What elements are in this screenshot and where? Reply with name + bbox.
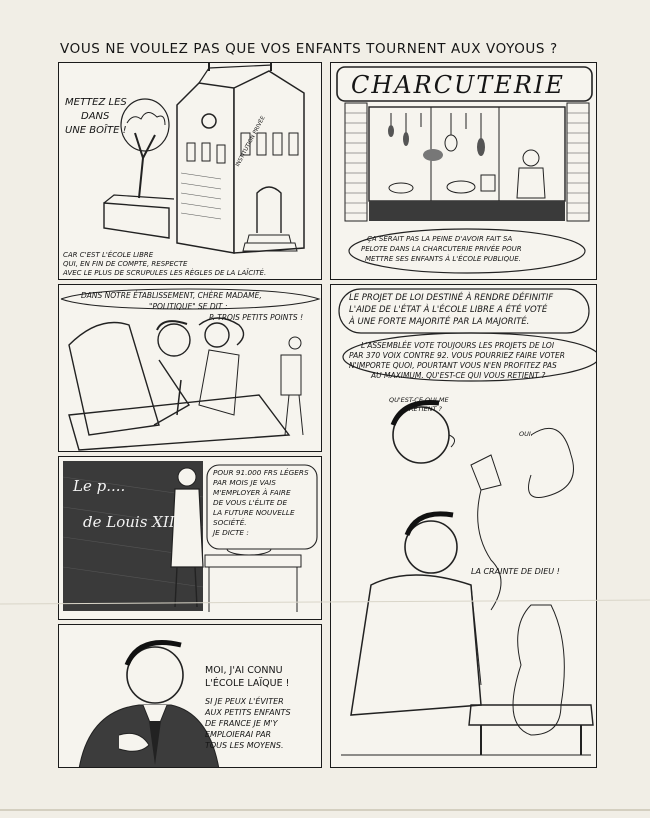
panel6-speech2-line3: DE FRANCE JE M'Y (205, 719, 278, 728)
answer-text: LA CRAINTE DE DIEU ! (471, 567, 560, 576)
panel6-speech2-line1: SI JE PEUX L'ÉVITER (205, 697, 284, 706)
panel2-caption-line2: PELOTE DANS LA CHARCUTERIE PRIVÉE POUR (361, 245, 522, 253)
panel1-caption-line2: QUI, EN FIN DE COMPTE, RESPECTE (63, 260, 188, 268)
blackboard-line2: de Louis XIII (83, 513, 181, 531)
panel5-speech-line6: SOCIÉTÉ. (213, 518, 247, 527)
headline-line2: L'AIDE DE L'ÉTAT À L'ÉCOLE LIBRE A ÉTÉ VOTÉ (349, 305, 548, 315)
panel-private-school (58, 62, 322, 280)
panel3-speech-line1: DANS NOTRE ÉTABLISSEMENT, CHÈRE MADAME, (81, 291, 262, 300)
panel4-speech-line3: N'IMPORTE QUOI, POURTANT VOUS N'EN PROFITEZ PAS (349, 361, 557, 370)
question-line2: RETIENT ? (409, 405, 442, 413)
panel1-speech-line3: UNE BOÎTE ! (65, 125, 127, 136)
school-sign: INSTITUTION PRIVÉE (235, 115, 267, 168)
panel5-speech-line1: POUR 91.000 FRS LÉGERS (213, 468, 309, 477)
panel5-speech-line4: DE VOUS L'ÉLITE DE (213, 498, 288, 507)
panel5-speech-line2: PAR MOIS JE VAIS (213, 478, 276, 487)
panel-ecole-laique (58, 624, 322, 768)
panel1-speech-line2: DANS (81, 111, 110, 122)
headline-line3: À UNE FORTE MAJORITÉ PAR LA MAJORITÉ. (349, 317, 530, 327)
shop-sign: CHARCUTERIE (351, 71, 565, 99)
panel-politique (58, 284, 322, 452)
panel6-speech2-line5: TOUS LES MOYENS. (205, 741, 284, 750)
panel5-speech-line7: JE DICTE : (213, 528, 249, 537)
headline-line1: LE PROJET DE LOI DESTINÉ À RENDRE DÉFINITIF (349, 293, 554, 303)
panel2-caption-line3: METTRE SES ENFANTS À L'ÉCOLE PUBLIQUE. (365, 255, 521, 263)
panel4-speech-line1: L'ASSEMBLÉE VOTE TOUJOURS LES PROJETS DE LOI (361, 341, 555, 350)
page-title: VOUS NE VOULEZ PAS QUE VOS ENFANTS TOURNENT AUX VOYOUS ? (60, 41, 558, 57)
panel6-speech2-line2: AUX PETITS ENFANTS (205, 708, 291, 717)
blackboard-line1: Le p.... (73, 477, 126, 495)
panel6-speech1-line1: MOI, J'AI CONNU (205, 665, 283, 676)
panel1-caption-line1: CAR C'EST L'ÉCOLE LIBRE (63, 251, 154, 259)
panel2-caption-line1: ÇA SERAIT PAS LA PEINE D'AVOIR FAIT SA (367, 235, 513, 243)
panel6-speech1-line2: L'ÉCOLE LAÏQUE ! (205, 678, 290, 689)
panel3-speech-line2: "POLITIQUE" SE DIT : (149, 302, 228, 311)
panel4-speech-line4: AU MAXIMUM. QU'EST-CE QUI VOUS RETIENT ? (371, 371, 546, 380)
oui-text: OUI. (519, 430, 533, 438)
panel4-speech-line2: PAR 370 VOIX CONTRE 92. VOUS POURRIEZ FAIRE VOTER (349, 351, 565, 360)
panel-teacher (58, 456, 322, 620)
panel6-speech2-line4: EMPLOIERAI PAR (205, 730, 272, 739)
panel3-speech-line3: P. TROIS PETITS POINTS ! (209, 313, 304, 322)
panel-assemblee (330, 284, 597, 768)
panel1-caption-line3: AVEC LE PLUS DE SCRUPULES LES RÈGLES DE LA LAÏCITÉ. (63, 269, 267, 277)
panel1-speech-line1: METTEZ LES (65, 97, 127, 108)
panel5-speech-line3: M'EMPLOYER À FAIRE (213, 488, 291, 497)
panel5-speech-line5: LA FUTURE NOUVELLE (213, 508, 295, 517)
question-line1: QU'EST-CE QUI ME (389, 396, 449, 404)
school-building-drawing (59, 63, 322, 280)
panel-charcuterie (330, 62, 597, 280)
